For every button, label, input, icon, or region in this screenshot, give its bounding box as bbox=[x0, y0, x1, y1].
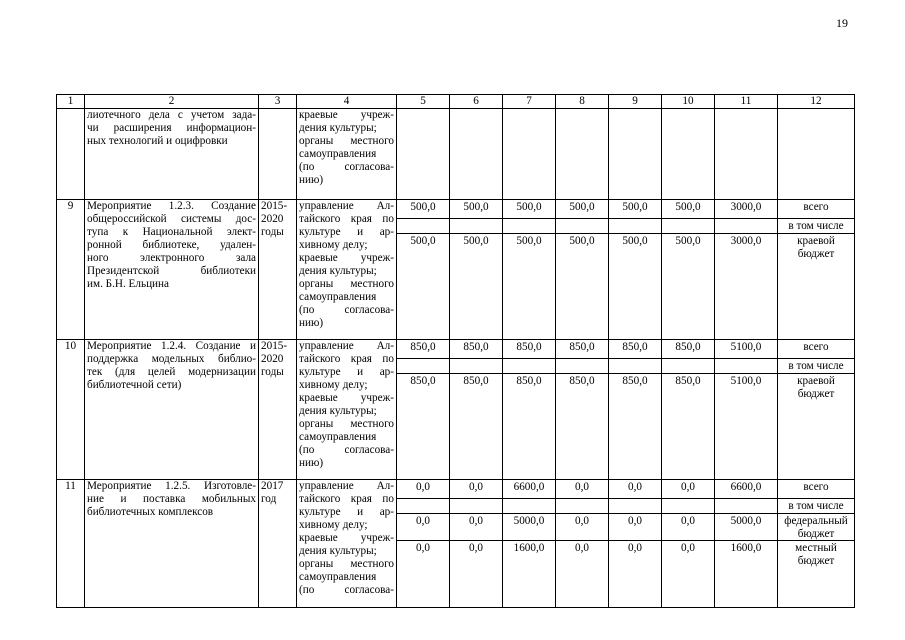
amount-value: 850,0 bbox=[503, 373, 555, 388]
amount-value bbox=[503, 498, 555, 513]
amount-value bbox=[715, 218, 777, 233]
amount-value: 850,0 bbox=[675, 341, 701, 353]
amount-value: 3000,0 bbox=[715, 233, 777, 248]
amount-value: 0,0 bbox=[397, 513, 449, 540]
amount-value: 500,0 bbox=[569, 201, 595, 213]
executor: управление Ал- тайского края по культуре и ар- хивному делу; краевые учреж- дения культуры; органы местного самоуправления (по согласова- нию) bbox=[297, 340, 397, 480]
continuation-row bbox=[57, 109, 855, 200]
header-cell: 6 bbox=[450, 95, 503, 109]
amount-value: 5000,0 bbox=[715, 513, 777, 540]
activity-row bbox=[57, 340, 855, 480]
header-cell: 5 bbox=[397, 95, 450, 109]
amount-value: 0,0 bbox=[416, 481, 430, 493]
amount-value: 0,0 bbox=[450, 540, 502, 555]
amount-value: 6600,0 bbox=[730, 481, 762, 493]
activity-row bbox=[57, 480, 855, 608]
amount-cell bbox=[397, 480, 450, 608]
funding-source-cell bbox=[778, 480, 855, 608]
amount-value: 850,0 bbox=[569, 341, 595, 353]
amount-cell bbox=[609, 480, 662, 608]
amount-value: 850,0 bbox=[516, 341, 542, 353]
amount-cell bbox=[397, 200, 450, 340]
header-cell: 10 bbox=[662, 95, 715, 109]
funding-source: в том числе bbox=[778, 218, 854, 233]
amount-cell bbox=[715, 480, 778, 608]
amount-cell bbox=[450, 480, 503, 608]
amount-cell bbox=[503, 480, 556, 608]
amount-value bbox=[556, 498, 608, 513]
header-cell: 4 bbox=[297, 95, 397, 109]
amount-value: 0,0 bbox=[469, 481, 483, 493]
amount-value: 3000,0 bbox=[730, 201, 762, 213]
amount-cell bbox=[662, 480, 715, 608]
amount-value: 850,0 bbox=[463, 341, 489, 353]
amount-cell bbox=[503, 200, 556, 340]
amount-value: 500,0 bbox=[675, 201, 701, 213]
funding-source: краевой бюджет bbox=[778, 233, 854, 261]
header-cell: 3 bbox=[259, 95, 297, 109]
amount-value: 0,0 bbox=[628, 481, 642, 493]
activity-name: лиотечного дела с учетом зада- чи расширения информацион- ных технологий и оцифровки bbox=[85, 109, 259, 200]
funding-source: местный бюджет bbox=[778, 540, 854, 568]
amount-value bbox=[450, 498, 502, 513]
amount-cell bbox=[503, 340, 556, 480]
amount-cell bbox=[662, 340, 715, 480]
amount-value bbox=[609, 218, 661, 233]
amount-value bbox=[450, 358, 502, 373]
amount-value bbox=[450, 218, 502, 233]
amount-value: 850,0 bbox=[622, 341, 648, 353]
header-cell: 7 bbox=[503, 95, 556, 109]
amount-cell bbox=[609, 200, 662, 340]
amount-value: 500,0 bbox=[397, 233, 449, 248]
amount-value: 850,0 bbox=[397, 373, 449, 388]
amount-value: 1600,0 bbox=[503, 540, 555, 555]
amount-value: 0,0 bbox=[556, 540, 608, 555]
amount-cell bbox=[556, 200, 609, 340]
period: 2015- 2020 годы bbox=[259, 200, 297, 340]
amount-value bbox=[662, 358, 714, 373]
amount-value: 500,0 bbox=[463, 201, 489, 213]
row-number: 10 bbox=[57, 340, 85, 480]
amount-value: 500,0 bbox=[556, 233, 608, 248]
amount-value: 500,0 bbox=[450, 233, 502, 248]
amount-value: 5000,0 bbox=[503, 513, 555, 540]
period: 2017 год bbox=[259, 480, 297, 608]
amount-value: 500,0 bbox=[503, 233, 555, 248]
amount-value: 0,0 bbox=[397, 540, 449, 555]
amount-cell bbox=[556, 480, 609, 608]
amount-value: 850,0 bbox=[450, 373, 502, 388]
amount-value: 0,0 bbox=[609, 540, 661, 555]
header-cell: 2 bbox=[85, 95, 259, 109]
amount-value bbox=[556, 358, 608, 373]
amount-value bbox=[715, 358, 777, 373]
amount-value: 0,0 bbox=[662, 513, 714, 540]
activity-name: Мероприятие 1.2.3. Создание общероссийской системы дос- тупа к Национальной элект- ронной библиотеке, удален- ного электронного зала Президентской библиотеки им. Б.Н. Ельцина bbox=[85, 200, 259, 340]
amount-value: 850,0 bbox=[556, 373, 608, 388]
program-activities-table bbox=[56, 94, 855, 608]
amount-value: 5100,0 bbox=[730, 341, 762, 353]
amount-cell bbox=[715, 200, 778, 340]
amount-value: 0,0 bbox=[662, 540, 714, 555]
amount-value: 0,0 bbox=[556, 513, 608, 540]
amount-value: 500,0 bbox=[516, 201, 542, 213]
funding-source: краевой бюджет bbox=[778, 373, 854, 401]
amount-cell bbox=[715, 340, 778, 480]
period: 2015- 2020 годы bbox=[259, 340, 297, 480]
amount-value bbox=[662, 498, 714, 513]
amount-value: 0,0 bbox=[575, 481, 589, 493]
amount-cell bbox=[556, 340, 609, 480]
amount-value: 500,0 bbox=[410, 201, 436, 213]
amount-value: 500,0 bbox=[622, 201, 648, 213]
header-cell: 12 bbox=[778, 95, 855, 109]
funding-source: в том числе bbox=[778, 498, 854, 513]
amount-value bbox=[609, 358, 661, 373]
amount-value bbox=[503, 218, 555, 233]
header-cell: 11 bbox=[715, 95, 778, 109]
activity-name: Мероприятие 1.2.5. Изготовле- ние и поставка мобильных библиотечных комплексов bbox=[85, 480, 259, 608]
amount-value: 850,0 bbox=[609, 373, 661, 388]
funding-source: всего bbox=[803, 201, 829, 213]
amount-value: 0,0 bbox=[450, 513, 502, 540]
amount-value bbox=[715, 498, 777, 513]
executor: краевые учреж- дения культуры; органы местного самоуправления (по согласова- нию) bbox=[297, 109, 397, 200]
activity-name: Мероприятие 1.2.4. Создание и поддержка модельных библио- тек (для целей модернизации библиотечной сети) bbox=[85, 340, 259, 480]
amount-value: 1600,0 bbox=[715, 540, 777, 555]
executor: управление Ал- тайского края по культуре и ар- хивному делу; краевые учреж- дения культуры; органы местного самоуправления (по согласова- bbox=[297, 480, 397, 608]
amount-value: 5100,0 bbox=[715, 373, 777, 388]
funding-source: федеральный бюджет bbox=[778, 513, 854, 540]
funding-source-cell bbox=[778, 340, 855, 480]
amount-value: 6600,0 bbox=[513, 481, 545, 493]
funding-source-cell bbox=[778, 200, 855, 340]
executor: управление Ал- тайского края по культуре и ар- хивному делу; краевые учреж- дения культуры; органы местного самоуправления (по согласова- нию) bbox=[297, 200, 397, 340]
column-number-row bbox=[57, 95, 855, 109]
amount-value: 0,0 bbox=[681, 481, 695, 493]
funding-source: всего bbox=[803, 341, 829, 353]
activity-row bbox=[57, 200, 855, 340]
amount-cell bbox=[450, 340, 503, 480]
amount-value bbox=[397, 498, 449, 513]
amount-value bbox=[397, 218, 449, 233]
header-cell: 8 bbox=[556, 95, 609, 109]
amount-value: 500,0 bbox=[662, 233, 714, 248]
amount-cell bbox=[662, 200, 715, 340]
row-number: 11 bbox=[57, 480, 85, 608]
amount-value: 500,0 bbox=[609, 233, 661, 248]
amount-value bbox=[503, 358, 555, 373]
header-cell: 9 bbox=[609, 95, 662, 109]
amount-value: 850,0 bbox=[410, 341, 436, 353]
header-cell: 1 bbox=[57, 95, 85, 109]
amount-value: 0,0 bbox=[609, 513, 661, 540]
amount-cell bbox=[609, 340, 662, 480]
row-number: 9 bbox=[57, 200, 85, 340]
page-number: 19 bbox=[836, 16, 848, 30]
amount-value bbox=[662, 218, 714, 233]
amount-value bbox=[397, 358, 449, 373]
amount-cell bbox=[397, 340, 450, 480]
amount-cell bbox=[450, 200, 503, 340]
amount-value bbox=[609, 498, 661, 513]
amount-value: 850,0 bbox=[662, 373, 714, 388]
amount-value bbox=[556, 218, 608, 233]
funding-source: всего bbox=[803, 481, 829, 493]
funding-source: в том числе bbox=[778, 358, 854, 373]
